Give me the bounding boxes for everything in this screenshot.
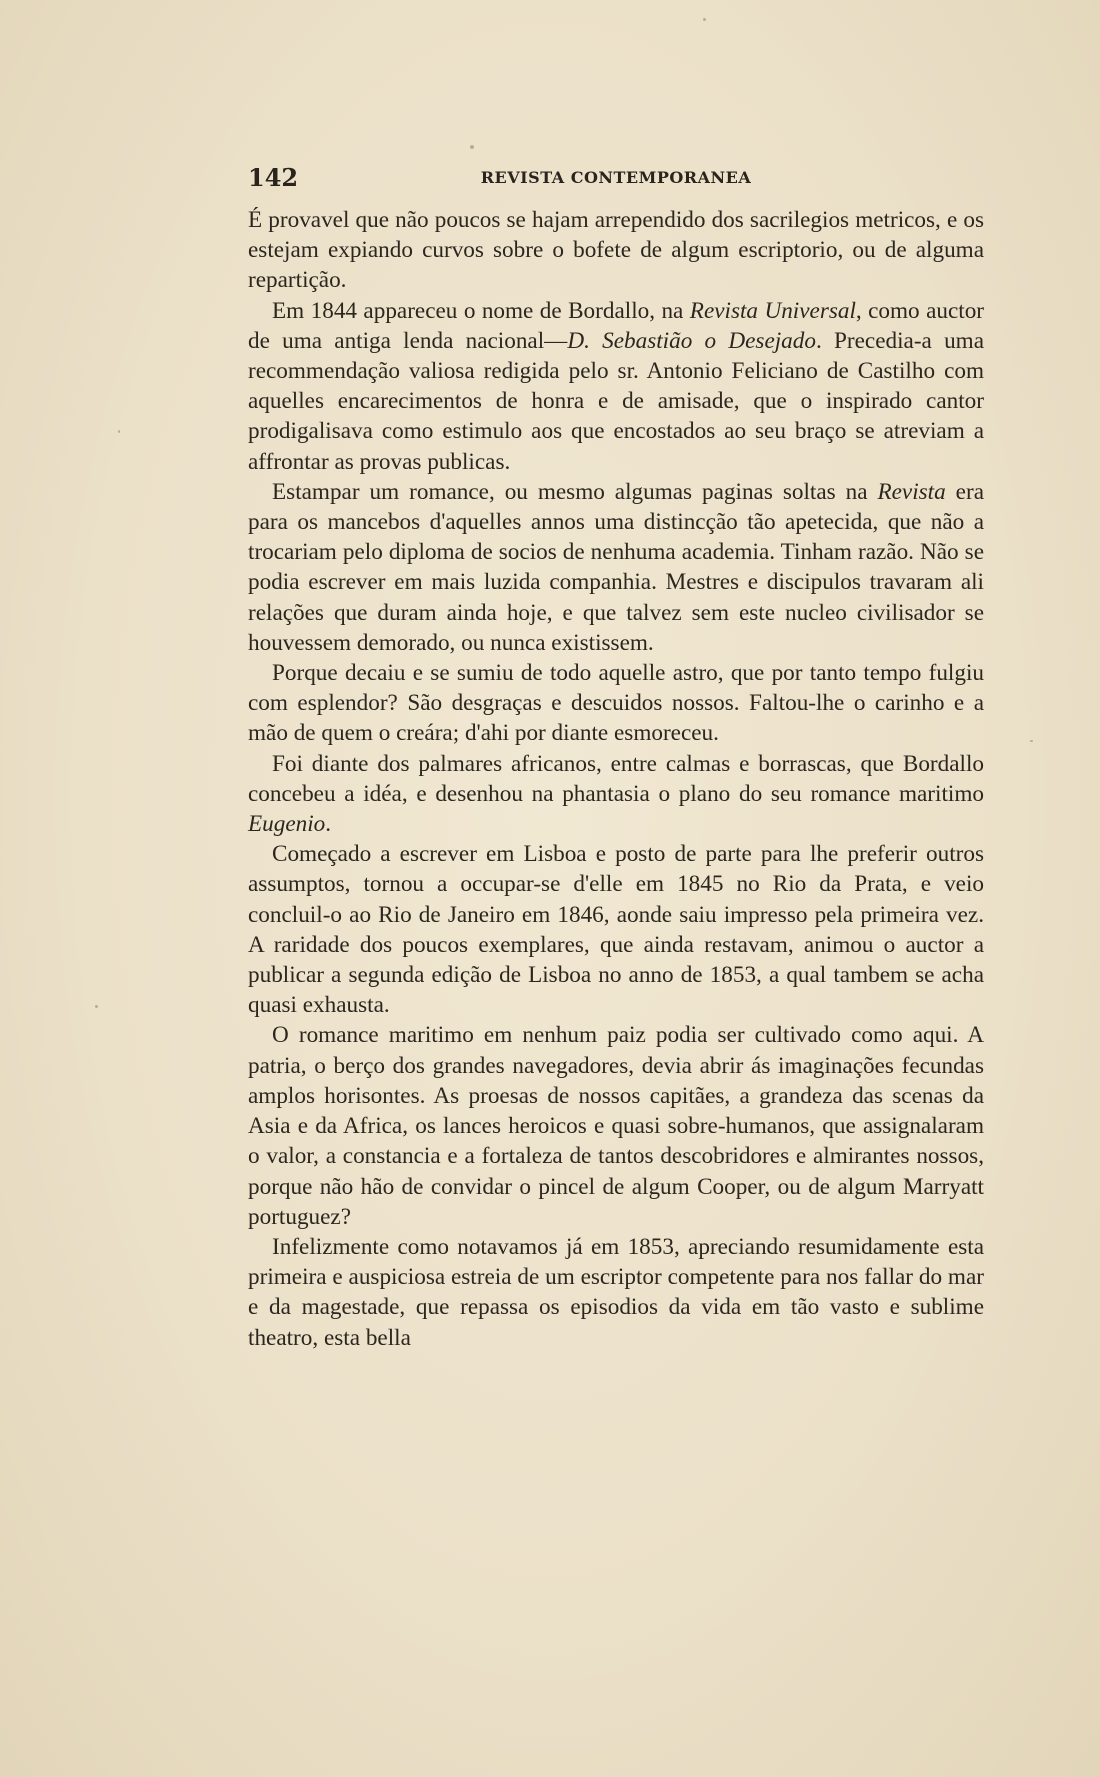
paragraph-text: É provavel que não poucos se hajam arrependido dos sacrilegios metricos, e os estejam expiando curvos sobre o bofete de algum escriptorio, ou de alguma repartição. bbox=[248, 207, 984, 294]
paragraph-text: era para os mancebos d'aquelles annos uma distincção tão apetecida, que não a trocariam pelo diploma de socios de nenhuma academia. Tinham razão. Não se podia escrever em mais luzida companhia. Mestres e discipulos travaram ali relações que duram ainda hoje, e que talvez sem este nucleo civilisador se houvessem demorado, ou nunca existissem. bbox=[248, 478, 984, 656]
paragraph-text: Infelizmente como notavamos já em 1853, apreciando resumidamente esta primeira e auspiciosa estreia de um escriptor competente para nos fallar do mar e da magestade, que repassa os episodios da vida em tão vasto e sublime theatro, esta bella bbox=[248, 1233, 984, 1351]
paragraph-text: , como auctor de uma antiga lenda nacional— bbox=[248, 297, 985, 354]
italic-title: Eugenio bbox=[248, 811, 326, 838]
paper-speck bbox=[118, 430, 120, 433]
paper-speck bbox=[470, 145, 474, 149]
page-header bbox=[248, 163, 984, 191]
paragraph bbox=[248, 296, 984, 477]
paragraph bbox=[248, 658, 984, 749]
paragraph bbox=[248, 749, 984, 840]
page-number: 142 bbox=[248, 163, 299, 192]
paragraph-text: Estampar um romance, ou mesmo algumas paginas soltas na bbox=[272, 478, 878, 505]
italic-title: D. Sebastião o Desejado bbox=[567, 327, 816, 354]
paragraph-text: Porque decaiu e se sumiu de todo aquelle astro, que por tanto tempo fulgiu com esplendor? São desgraças e descuidos nossos. Faltou-lhe o carinho e a mão de quem o creára; d'ahi por diante esmoreceu. bbox=[248, 660, 984, 747]
paper-speck bbox=[703, 18, 706, 21]
running-title: REVISTA CONTEMPORANEA bbox=[480, 168, 752, 187]
paper-speck bbox=[1030, 740, 1033, 742]
paragraph-text: O romance maritimo em nenhum paiz podia ser cultivado como aqui. A patria, o berço dos grandes navegadores, devia abrir ás imaginações fecundas amplos horisontes. As proesas de nossos capitães, a grandeza das scenas da Asia e da Africa, os lances heroicos e quasi sobre-humanos, que assignalaram o valor, a constancia e a fortaleza de tantos descobridores e almirantes nossos, porque não hão de convidar o pincel de algum Cooper, ou de algum Marryatt portuguez? bbox=[248, 1022, 984, 1230]
paragraph bbox=[248, 1232, 984, 1353]
paragraph bbox=[248, 477, 984, 658]
paragraph-text: Em 1844 appareceu o nome de Bordallo, na bbox=[272, 297, 690, 324]
paragraph bbox=[248, 205, 984, 296]
paragraph bbox=[248, 839, 984, 1020]
paragraph bbox=[248, 1020, 984, 1231]
italic-title: Revista Universal bbox=[689, 297, 856, 324]
paragraph-text: . Precedia-a uma recommendação valiosa redigida pelo sr. Antonio Feliciano de Castilho com aquelles encarecimentos de honra e de amisade, que o inspirado cantor prodigalisava como estimulo aos que encostados ao seu braço se atreviam a affrontar as provas publicas. bbox=[248, 327, 984, 475]
paragraph-text: Foi diante dos palmares africanos, entre calmas e borrascas, que Bordallo concebeu a idéa, e desenhou na phantasia o plano do seu romance maritimo bbox=[248, 750, 984, 807]
article-body bbox=[248, 205, 984, 1353]
italic-title: Revista bbox=[877, 478, 946, 505]
paper-speck bbox=[95, 1005, 98, 1008]
paragraph-text: Começado a escrever em Lisboa e posto de parte para lhe preferir outros assumptos, tornou a occupar-se d'elle em 1845 no Rio da Prata, e veio concluil-o ao Rio de Janeiro em 1846, aonde saiu impresso pela primeira vez. A raridade dos poucos exemplares, que ainda restavam, animou o auctor a publicar a segunda edição de Lisboa no anno de 1853, a qual tambem se acha quasi exhausta. bbox=[248, 841, 984, 1019]
paragraph-text: . bbox=[325, 811, 332, 838]
